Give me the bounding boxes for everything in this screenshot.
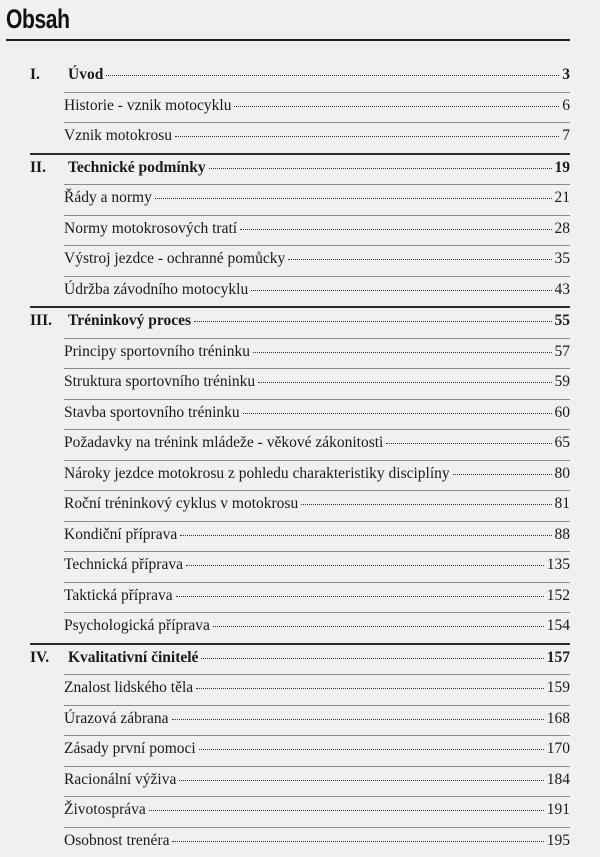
toc-entry-row <box>64 521 570 552</box>
entry-page-number: 168 <box>547 710 570 728</box>
entry-line <box>64 679 570 697</box>
chapter-title: Technické podmínky <box>68 159 206 177</box>
entry-line <box>64 801 570 819</box>
entry-line <box>64 587 570 605</box>
entry-page-number: 43 <box>555 281 571 299</box>
chapter-page-number: 3 <box>562 66 570 84</box>
entry-page-number: 57 <box>555 343 571 361</box>
entry-line <box>64 220 570 238</box>
entry-line <box>64 97 570 115</box>
chapter-line <box>68 66 570 84</box>
toc-entry-row <box>64 582 570 613</box>
toc-entry-row <box>64 796 570 827</box>
chapter-number: IV. <box>30 649 49 667</box>
toc-entry-row <box>64 490 570 521</box>
entry-line <box>64 343 570 361</box>
entry-label: Řády a normy <box>64 189 152 207</box>
dot-leader <box>453 473 552 475</box>
toc-entry-row <box>64 551 570 582</box>
entry-line <box>64 740 570 758</box>
entry-page-number: 60 <box>555 404 571 422</box>
entry-line <box>64 495 570 513</box>
toc-entry-row <box>64 245 570 276</box>
entry-label: Normy motokrosových tratí <box>64 220 237 238</box>
toc-entry-row <box>64 368 570 399</box>
entry-page-number: 7 <box>562 127 570 145</box>
entry-page-number: 191 <box>547 801 570 819</box>
entry-page-number: 81 <box>555 495 571 513</box>
toc-entry-row <box>64 429 570 460</box>
entry-label: Principy sportovního tréninku <box>64 343 250 361</box>
dot-leader <box>155 197 552 199</box>
entry-page-number: 154 <box>547 617 570 635</box>
dot-leader <box>301 503 551 505</box>
chapter-title: Kvalitativní činitelé <box>68 649 198 667</box>
dot-leader <box>176 595 544 597</box>
entry-label: Racionální výživa <box>64 771 176 789</box>
entry-page-number: 159 <box>547 679 570 697</box>
toc-entry-row <box>64 276 570 307</box>
toc-chapter-row <box>30 153 570 185</box>
entry-page-number: 184 <box>547 771 570 789</box>
entry-line <box>64 617 570 635</box>
toc-entry-row <box>64 184 570 215</box>
chapter-line <box>68 649 570 667</box>
toc-entry-row <box>64 338 570 369</box>
toc-entry-row <box>64 122 570 153</box>
entry-line <box>64 771 570 789</box>
entry-line <box>64 434 570 452</box>
entry-label: Požadavky na trénink mládeže - věkové zákonitosti <box>64 434 383 452</box>
entry-label: Zásady první pomoci <box>64 740 196 758</box>
toc-rows <box>30 62 570 857</box>
entry-page-number: 28 <box>555 220 571 238</box>
title-rule <box>6 39 570 41</box>
dot-leader <box>240 228 551 230</box>
entry-label: Vznik motokrosu <box>64 127 172 145</box>
chapter-page-number: 19 <box>555 159 571 177</box>
chapter-number: I. <box>30 66 40 84</box>
entry-label: Stavba sportovního tréninku <box>64 404 240 422</box>
entry-page-number: 35 <box>555 250 571 268</box>
entry-label: Historie - vznik motocyklu <box>64 97 231 115</box>
chapter-number: III. <box>30 312 52 330</box>
entry-page-number: 65 <box>555 434 571 452</box>
dot-leader <box>149 809 544 811</box>
chapter-number: II. <box>30 159 46 177</box>
entry-label: Roční tréninkový cyklus v motokrosu <box>64 495 298 513</box>
entry-page-number: 21 <box>555 189 571 207</box>
entry-page-number: 80 <box>555 465 571 483</box>
dot-leader <box>386 442 551 444</box>
entry-label: Výstroj jezdce - ochranné pomůcky <box>64 250 285 268</box>
entry-line <box>64 465 570 483</box>
entry-line <box>64 526 570 544</box>
entry-line <box>64 710 570 728</box>
dot-leader <box>179 779 543 781</box>
entry-page-number: 59 <box>555 373 571 391</box>
dot-leader <box>258 381 551 383</box>
entry-line <box>64 404 570 422</box>
dot-leader <box>172 718 544 720</box>
toc-entry-row <box>64 399 570 430</box>
entry-label: Osobnost trenéra <box>64 832 169 850</box>
dot-leader <box>172 840 543 842</box>
entry-line <box>64 373 570 391</box>
toc-entry-row <box>64 215 570 246</box>
chapter-page-number: 55 <box>555 312 571 330</box>
dot-leader <box>201 657 543 659</box>
toc-entry-row <box>64 92 570 123</box>
dot-leader <box>243 412 552 414</box>
toc-entry-row <box>64 612 570 643</box>
dot-leader <box>180 534 551 536</box>
entry-label: Psychologická příprava <box>64 617 210 635</box>
entry-label: Technická příprava <box>64 556 183 574</box>
entry-label: Údržba závodního motocyklu <box>64 281 248 299</box>
entry-line <box>64 189 570 207</box>
dot-leader <box>186 564 544 566</box>
page-title: Obsah <box>6 4 70 35</box>
entry-page-number: 170 <box>547 740 570 758</box>
dot-leader <box>209 167 552 169</box>
toc-entry-row <box>64 674 570 705</box>
toc-entry-row <box>64 460 570 491</box>
toc-entry-row <box>64 705 570 736</box>
dot-leader <box>213 625 544 627</box>
entry-label: Taktická příprava <box>64 587 173 605</box>
toc-entry-row <box>64 827 570 857</box>
entry-line <box>64 127 570 145</box>
chapter-line <box>68 312 570 330</box>
entry-line <box>64 832 570 850</box>
entry-label: Struktura sportovního tréninku <box>64 373 255 391</box>
entry-line <box>64 250 570 268</box>
dot-leader <box>196 687 544 689</box>
entry-line <box>64 556 570 574</box>
chapter-title: Tréninkový proces <box>68 312 191 330</box>
dot-leader <box>175 135 559 137</box>
entry-label: Kondiční příprava <box>64 526 177 544</box>
dot-leader <box>251 289 551 291</box>
toc-chapter-row <box>30 62 570 92</box>
entry-page-number: 152 <box>547 587 570 605</box>
toc-entry-row <box>64 735 570 766</box>
toc-chapter-row <box>30 306 570 338</box>
dot-leader <box>194 320 551 322</box>
toc-entry-row <box>64 766 570 797</box>
entry-page-number: 135 <box>547 556 570 574</box>
entry-label: Nároky jezdce motokrosu z pohledu charakteristiky disciplíny <box>64 465 450 483</box>
dot-leader <box>199 748 544 750</box>
toc-chapter-row <box>30 643 570 675</box>
dot-leader <box>106 74 559 76</box>
dot-leader <box>288 258 551 260</box>
dot-leader <box>234 105 559 107</box>
entry-label: Úrazová zábrana <box>64 710 169 728</box>
entry-label: Životospráva <box>64 801 146 819</box>
entry-page-number: 88 <box>555 526 571 544</box>
entry-line <box>64 281 570 299</box>
entry-page-number: 195 <box>547 832 570 850</box>
entry-page-number: 6 <box>562 97 570 115</box>
entry-label: Znalost lidského těla <box>64 679 193 697</box>
chapter-line <box>68 159 570 177</box>
dot-leader <box>253 351 552 353</box>
chapter-title: Úvod <box>68 66 103 84</box>
chapter-page-number: 157 <box>547 649 570 667</box>
